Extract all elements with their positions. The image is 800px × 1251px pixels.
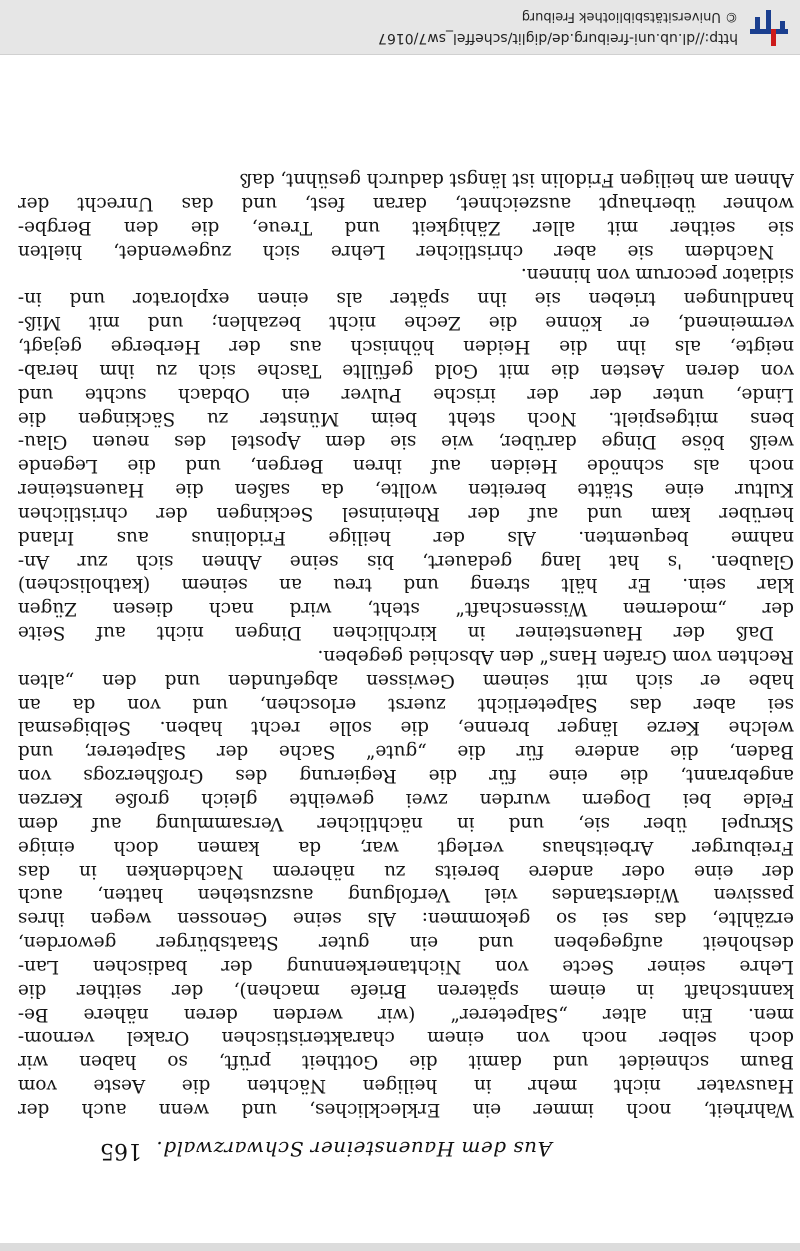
text-line: der eine oder andere bereits zu näherem Nachdenken in das (18, 860, 794, 882)
text-line: habe er sich mit seinem Gewissen abgefunden und den „alten (18, 669, 794, 691)
text-line: klar sein. Er hält streng und treu an seinem (katholischen) (18, 574, 794, 596)
text-line: bens mitgespielt. Noch steht beim Münster zu Säckingen die (18, 407, 794, 429)
text-line: Glauben. 's hat lang gedauert, bis seine Ahnen sich zur An- (18, 550, 794, 572)
text-line: Freiburger Arbeitshaus verlegt war, da kamen doch einige (18, 836, 794, 858)
text-line: Wahrheit, noch immer ein Erkleckliches, und wenn auch der (18, 1099, 794, 1120)
text-line: Baum schneidet und damit die Gottheit prüft, so haben wir (18, 1051, 794, 1073)
text-line: Daß der Hauensteiner in kirchlichen Dingen nicht auf Seite (18, 622, 774, 644)
text-line: sie seither mit aller Zähigkeit und Treue, die den Bergbe- (18, 216, 794, 238)
copyright-notice: © Universitätsbibliothek Freiburg (521, 9, 738, 24)
viewer-header-bar (0, 0, 800, 55)
text-line: doch selber noch von einem charakteristischen Orakel vernom- (18, 1027, 794, 1049)
text-line: Rechten vom Grafen Hans“ den Abschied gegeben. (317, 645, 794, 667)
text-line: Kultur eine Stätte bereiten wollte, da saßen die Hauensteiner (18, 479, 794, 501)
text-line: Hausvater nicht mehr in heiligen Nächten die Aeste vom (18, 1075, 794, 1097)
text-line: sidiator pecorum von hinnen. (521, 264, 794, 286)
text-line: Linde, unter der der irische Pulver ein Obdach suchte und (18, 383, 794, 405)
text-line: Skrupel über sie, und in nächtlicher Versammlung auf dem (18, 812, 794, 834)
text-line: nahme bequemten. Als der heilige Fridolinus aus Irland (18, 526, 794, 548)
text-line: herüber kam und auf der Rheininsel Seckingen der christlichen (18, 502, 794, 524)
text-line: erzählte, das sei so gekommen: Als seine Genossen wegen ihres (18, 908, 794, 930)
page-number: 165 (100, 1138, 142, 1163)
text-line: angebrannt, die eine für die Regierung des Großherzogs von (18, 765, 794, 787)
text-line: welche Kerze länger brenne, die solle recht haben. Selbigesmal (18, 717, 794, 739)
ub-freiburg-logo-icon[interactable] (750, 10, 788, 46)
text-line: von deren Aesten die mit Gold gefüllte Tasche sich zu ihm herab- (18, 359, 794, 381)
text-line: Felde bei Dogern wurden zwei geweihte gleich große Kerzen (18, 789, 794, 811)
page-text (18, 167, 794, 1121)
text-line: deshoheit aufgegeben und ein guter Staatsbürger geworden, (18, 932, 794, 954)
text-line: Nachdem sie aber christlicher Lehre sich zugewendet, hielten (18, 240, 774, 262)
text-line: noch als schnöde Heiden auf ihren Bergen, und die Legende (18, 455, 794, 477)
text-line: passiven Widerstandes viel Verfolgung auszustehen hatten, auch (18, 884, 794, 906)
text-line: wohner überhaupt auszeichnet, daran fest, und das Unrecht der (18, 192, 794, 214)
source-url-link[interactable]: http://dl.ub.uni-freiburg.de/diglit/scheffel_sw7/0167 (378, 30, 738, 46)
text-line: neigte, als ihn die Heiden höhnisch aus der Herberge gejagt, (18, 336, 794, 357)
text-line: der „modernen Wissenschaft“ steht, wird nach diesen Zügen (18, 598, 794, 620)
text-line: Ahnen am heiligen Fridolin ist längst dadurch gesühnt, daß (239, 169, 794, 191)
text-line: Baden, die andere für die „gute“ Sache der Salpeterer, und (18, 741, 794, 763)
text-line: vermeinend, er könne die Zeche nicht bezahlen; und mit Miß- (18, 312, 794, 334)
text-line: Lehre seiner Secte von Nichtanerkennung der badischen Lan- (18, 955, 794, 977)
text-line: men. Ein alter „Salpeterer“ (wir werden deren nähere Be- (18, 1003, 794, 1025)
text-line: kanntschaft in einem späteren Briefe machen), der seither die (18, 979, 794, 1001)
text-line: weiß böse Dinge darüber, wie sie dem Apostel des neuen Glau- (18, 431, 794, 453)
text-line: handlungen trieben sie ihn später als einen explorator und in- (18, 288, 794, 310)
running-head (100, 1133, 692, 1163)
running-head-title: Aus dem Hauensteiner Schwarzwald. (155, 1137, 552, 1161)
text-line: sei aber das Salpeterlicht zuerst erloschen, und von da an (18, 693, 794, 715)
